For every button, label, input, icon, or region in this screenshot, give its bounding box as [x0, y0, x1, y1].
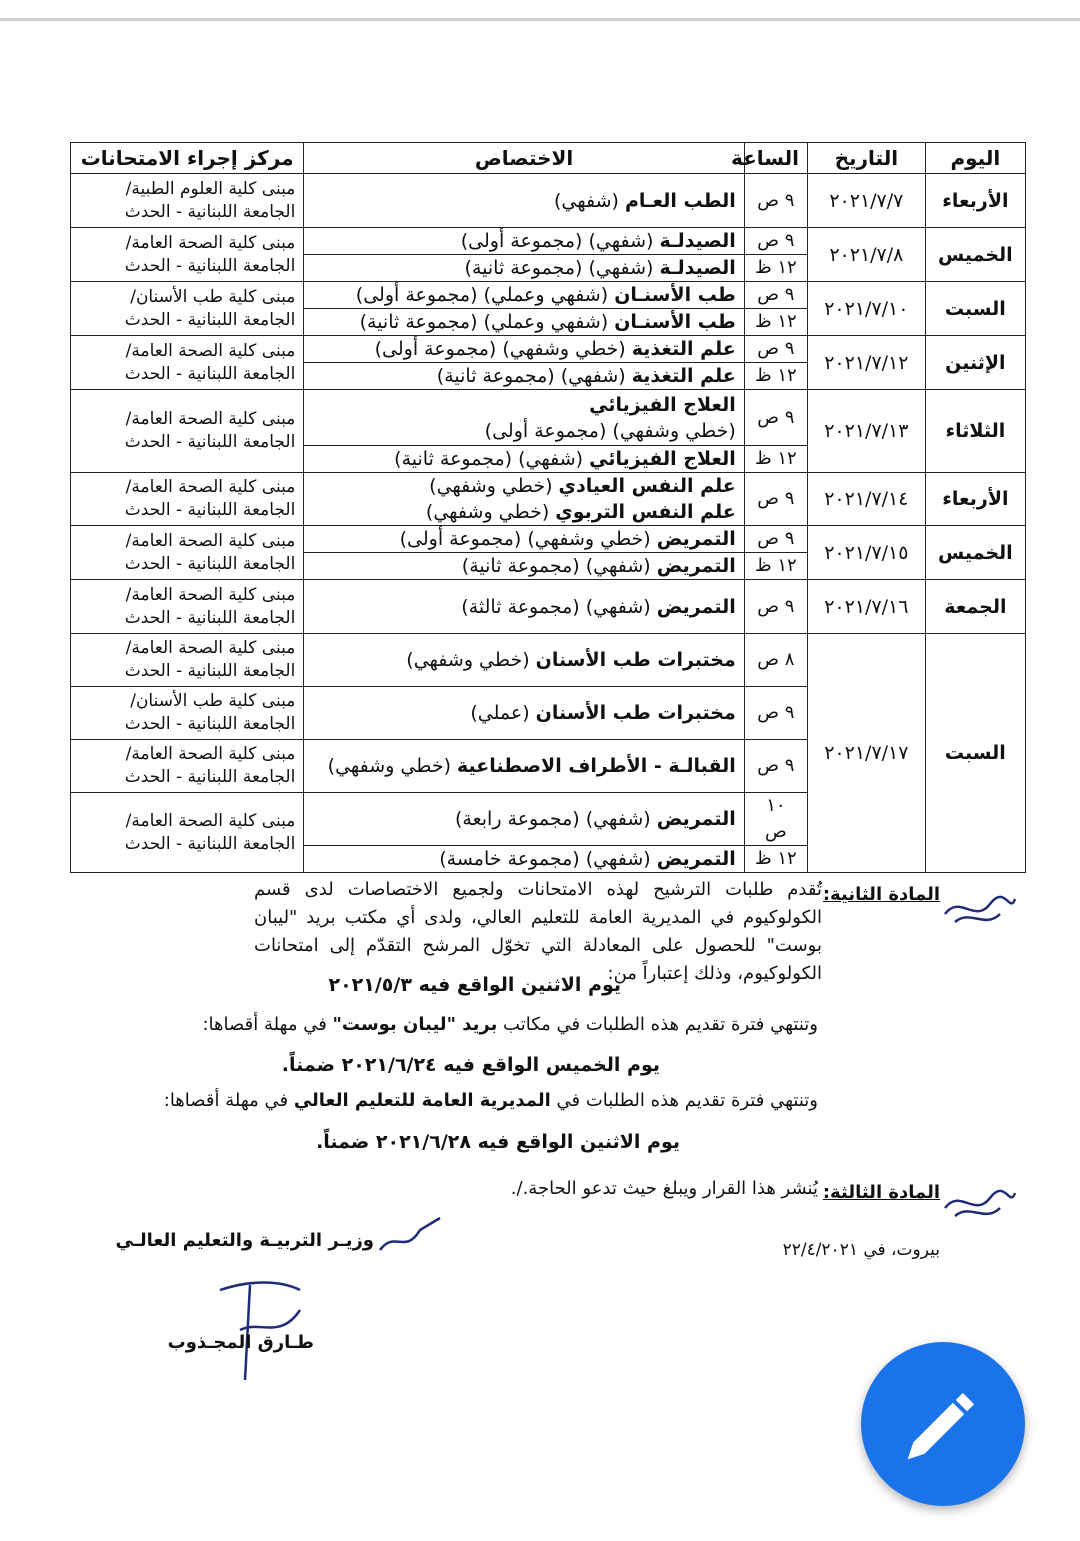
directorate-text-bold: المديرية العامة للتعليم العالي [293, 1090, 551, 1111]
header-center: مركز إجراء الامتحانات [71, 143, 304, 174]
specialty-name: الصيدلـة [659, 257, 736, 279]
table-row [71, 282, 1026, 309]
specialty-detail: (خطي وشفهي) [406, 649, 536, 671]
date-cell: ٢٠٢١/٧/١٢ [807, 336, 925, 390]
time-cell: ٩ ص [744, 580, 807, 634]
center-cell: مبنى كلية الصحة العامة/ الجامعة اللبنانية - الحدث [71, 634, 304, 687]
article-2-directorate-text [164, 1090, 818, 1111]
specialty-cell [304, 687, 744, 740]
center-cell: مبنى كلية الصحة العامة/ الجامعة اللبنانية - الحدث [71, 228, 304, 282]
edit-fab-button[interactable] [861, 1342, 1025, 1506]
header-specialty: الاختصاص [304, 143, 744, 174]
specialty-cell [304, 634, 744, 687]
specialty-name: علم النفس العيادي [558, 475, 736, 497]
specialty-detail: (شفهي) (مجموعة ثالثة) [461, 595, 657, 618]
center-cell: مبنى كلية طب الأسنان/ الجامعة اللبنانية - الحدث [71, 282, 304, 336]
specialty-detail: (خطي وشفهي) (مجموعة أولى) [484, 419, 736, 442]
directorate-text-part: في مهلة أقصاها: [163, 1090, 294, 1111]
time-cell: ٩ ص [744, 390, 807, 446]
specialty-detail: (شفهي) (مجموعة خامسة) [439, 848, 657, 870]
time-cell: ٩ ص [744, 687, 807, 740]
date-cell: ٢٠٢١/٧/١٥ [807, 526, 925, 580]
specialty-cell [304, 846, 744, 873]
time-cell: ٩ ص [744, 526, 807, 553]
article-2-post-text [202, 1014, 818, 1035]
center-cell: مبنى كلية الصحة العامة/ الجامعة اللبنانية - الحدث [71, 526, 304, 580]
day-cell: الجمعة [925, 580, 1025, 634]
post-text-part: في مهلة أقصاها: [202, 1014, 333, 1035]
specialty-name: التمريض [656, 595, 736, 618]
article-2-body: تُقدم طلبات الترشيح لهذه الامتحانات ولجميع الاختصاصات لدى قسم الكولوكيوم في المديرية العامة للتعليم العالي، ولدى أي مكتب بريد "ليبان بوست" للحصول على المعادلة التي تخوّل المرشح التقدّم إلى امتحانات الكولوكيوم، وذلك إعتباراً من: [254, 879, 822, 984]
article-2-start-date: يوم الاثنين الواقع فيه ٢٠٢١/٥/٣ [328, 974, 621, 996]
specialty-cell [304, 526, 744, 553]
specialty-cell [304, 473, 744, 526]
day-cell: الأربعاء [925, 174, 1025, 228]
specialty-name: العلاج الفيزيائي [589, 393, 736, 416]
article-3-title: المادة الثالثة: [822, 1182, 940, 1203]
specialty-name: القبالـة - الأطراف الاصطناعية [457, 755, 736, 777]
time-cell: ١٢ ظ [744, 446, 807, 473]
day-cell: الثلاثاء [925, 390, 1025, 473]
date-cell: ٢٠٢١/٧/١٧ [807, 634, 925, 873]
date-cell: ٢٠٢١/٧/١٦ [807, 580, 925, 634]
specialty-name: علم التغذية [631, 338, 736, 360]
day-cell: السبت [925, 282, 1025, 336]
date-cell: ٢٠٢١/٧/١٠ [807, 282, 925, 336]
specialty-cell [304, 793, 744, 846]
time-cell: ٩ ص [744, 473, 807, 526]
time-cell: ١٢ ظ [744, 846, 807, 873]
pencil-icon [861, 1342, 1025, 1506]
initials-signature-icon [940, 1178, 1020, 1228]
center-cell: مبنى كلية الصحة العامة/ الجامعة اللبنانية - الحدث [71, 473, 304, 526]
specialty-detail: (خطي وشفهي) [327, 755, 458, 777]
time-cell: ١٢ ظ [744, 553, 807, 580]
center-cell: مبنى كلية العلوم الطبية/ الجامعة اللبنانية - الحدث [71, 174, 304, 228]
specialty-detail: (خطي وشفهي) [429, 475, 559, 497]
specialty-cell [304, 580, 744, 634]
specialty-detail: (شفهي) (مجموعة ثانية) [464, 257, 660, 279]
date-cell: ٢٠٢١/٧/٧ [807, 174, 925, 228]
time-cell: ٩ ص [744, 336, 807, 363]
date-cell: ٢٠٢١/٧/١٣ [807, 390, 925, 473]
minister-signature-icon [200, 1270, 320, 1390]
specialty-cell [304, 336, 744, 363]
specialty-cell [304, 282, 744, 309]
specialty-name: الصيدلـة [659, 230, 736, 252]
day-cell: الخميس [925, 228, 1025, 282]
time-cell: ٩ ص [744, 174, 807, 228]
time-cell: ٩ ص [744, 740, 807, 793]
specialty-detail: (شفهي) (مجموعة ثانية) [461, 555, 657, 577]
initials-signature-icon [940, 884, 1020, 934]
time-cell: ١٢ ظ [744, 309, 807, 336]
specialty-name: مختبرات طب الأسنان [535, 649, 736, 671]
minister-name: طـارق المجـذوب [167, 1332, 314, 1353]
place-and-date: بيروت، في ٢٢/٤/٢٠٢١ [782, 1240, 940, 1260]
specialty-name: طب الأسنـان [614, 311, 736, 333]
page-top-edge [0, 18, 1080, 21]
article-2-title: المادة الثانية: [822, 884, 940, 905]
specialty-name: العلاج الفيزيائي [589, 448, 736, 470]
date-cell: ٢٠٢١/٧/١٤ [807, 473, 925, 526]
specialty-detail: (عملي) [470, 702, 536, 724]
specialty-name: علم التغذية [631, 365, 736, 387]
specialty-name: الطب العـام [624, 189, 736, 212]
post-text-bold: بريد "ليبان بوست" [332, 1014, 498, 1035]
table-header-row [71, 143, 1026, 174]
specialty-cell [304, 363, 744, 390]
time-cell: ٩ ص [744, 282, 807, 309]
specialty-name: التمريض [656, 848, 736, 870]
center-cell: مبنى كلية الصحة العامة/ الجامعة اللبنانية - الحدث [71, 793, 304, 873]
specialty-detail: (شفهي) (مجموعة ثانية) [394, 448, 590, 470]
specialty-cell [304, 228, 744, 255]
center-cell: مبنى كلية الصحة العامة/ الجامعة اللبنانية - الحدث [71, 336, 304, 390]
specialty-cell [304, 553, 744, 580]
date-cell: ٢٠٢١/٧/٨ [807, 228, 925, 282]
specialty-name: التمريض [656, 555, 736, 577]
day-cell: الإثنين [925, 336, 1025, 390]
specialty-detail: (شفهي وعملي) (مجموعة أولى) [355, 284, 615, 306]
table-row [71, 174, 1026, 228]
specialty-detail: (شفهي وعملي) (مجموعة ثانية) [359, 311, 615, 333]
specialty-detail: (شفهي) (مجموعة ثانية) [436, 365, 632, 387]
table-row [71, 580, 1026, 634]
table-row [71, 634, 1026, 687]
article-2-directorate-deadline: يوم الاثنين الواقع فيه ٢٠٢١/٦/٢٨ ضمناً. [316, 1131, 680, 1153]
specialty-cell [304, 446, 744, 473]
specialty-name: التمريض [656, 528, 736, 550]
header-time: الساعة [744, 143, 807, 174]
day-cell: السبت [925, 634, 1025, 873]
exam-schedule-table [70, 142, 1026, 873]
center-cell: مبنى كلية الصحة العامة/ الجامعة اللبنانية - الحدث [71, 580, 304, 634]
specialty-name: مختبرات طب الأسنان [535, 702, 736, 724]
minister-initials-icon [375, 1210, 445, 1260]
specialty-name: التمريض [656, 808, 736, 830]
minister-title: وزيـر التربيـة والتعليم العالـي [115, 1230, 374, 1251]
center-cell: مبنى كلية طب الأسنان/ الجامعة اللبنانية - الحدث [71, 687, 304, 740]
directorate-text-part: وتنتهي فترة تقديم هذه الطلبات في [550, 1090, 818, 1111]
time-cell: ١٢ ظ [744, 255, 807, 282]
day-cell: الخميس [925, 526, 1025, 580]
article-2-post-deadline: يوم الخميس الواقع فيه ٢٠٢١/٦/٢٤ ضمناً. [281, 1054, 660, 1076]
center-cell: مبنى كلية الصحة العامة/ الجامعة اللبنانية - الحدث [71, 740, 304, 793]
center-cell: مبنى كلية الصحة العامة/ الجامعة اللبنانية - الحدث [71, 390, 304, 473]
specialty-detail: (خطي وشفهي) (مجموعة أولى) [399, 528, 657, 550]
specialty-cell [304, 390, 744, 446]
time-cell: ٨ ص [744, 634, 807, 687]
table-row [71, 390, 1026, 446]
specialty-cell [304, 255, 744, 282]
specialty-detail: (خطي وشفهي) (مجموعة أولى) [374, 338, 632, 360]
day-cell: الأربعاء [925, 473, 1025, 526]
specialty-detail: (شفهي) (مجموعة رابعة) [454, 808, 657, 830]
specialty-cell [304, 174, 744, 228]
specialty-name: طب الأسنـان [614, 284, 736, 306]
time-cell: ١٢ ظ [744, 363, 807, 390]
specialty-name: علم النفس التربوي [555, 501, 736, 523]
post-text-part: وتنتهي فترة تقديم هذه الطلبات في مكاتب [497, 1014, 818, 1035]
header-date: التاريخ [807, 143, 925, 174]
time-cell: ١٠ ص [744, 793, 807, 846]
specialty-detail: (شفهي) [553, 189, 625, 212]
time-cell: ٩ ص [744, 228, 807, 255]
table-row [71, 228, 1026, 255]
specialty-cell [304, 309, 744, 336]
header-day: اليوم [925, 143, 1025, 174]
table-row [71, 336, 1026, 363]
article-3-body: يُنشر هذا القرار ويبلغ حيث تدعو الحاجة./. [510, 1178, 818, 1199]
table-row [71, 473, 1026, 526]
table-row [71, 526, 1026, 553]
specialty-detail: (شفهي) (مجموعة أولى) [460, 230, 660, 252]
specialty-detail: (خطي وشفهي) [425, 501, 556, 523]
specialty-cell [304, 740, 744, 793]
